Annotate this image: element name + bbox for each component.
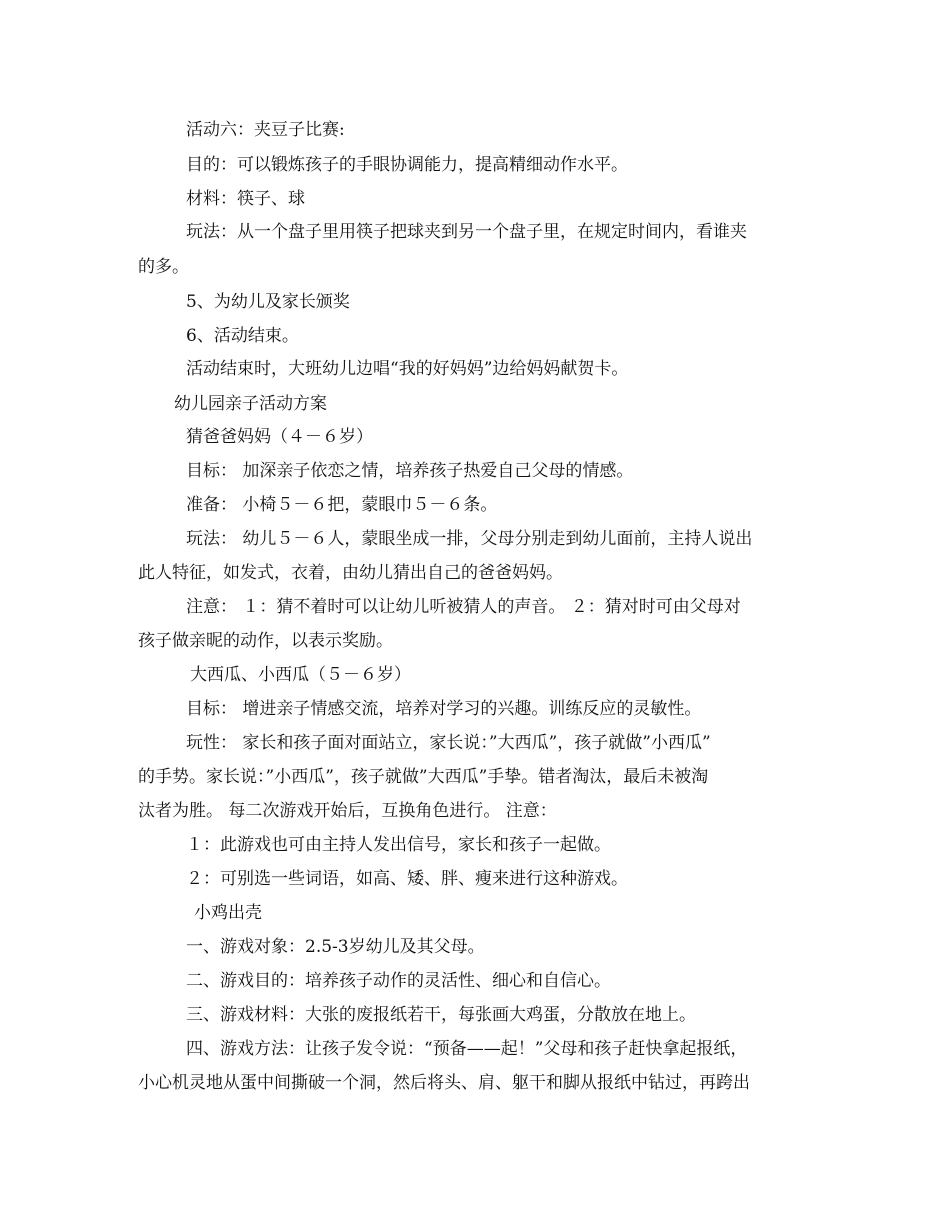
section-title: 幼儿园亲子活动方案 — [174, 394, 327, 414]
text-line: 准备： 小椅５－６把，蒙眼巾５－６条。 — [186, 495, 498, 515]
text-line: 一、游戏对象：2.5-3岁幼儿及其父母。 — [186, 937, 485, 957]
text-line: 的多。 — [138, 257, 189, 277]
text-line: 目标： 增进亲子情感交流，培养对学习的兴趣。训练反应的灵敏性。 — [186, 699, 702, 719]
text-line: 孩子做亲昵的动作，以表示奖励。 — [138, 631, 393, 651]
text-line: 活动结束时，大班幼儿边唱“我的好妈妈”边给妈妈献贺卡。 — [186, 359, 629, 379]
text-line: 目标： 加深亲子依恋之情，培养孩子热爱自己父母的情感。 — [186, 461, 634, 481]
text-line: １：此游戏也可由主持人发出信号，家长和孩子一起做。 — [186, 835, 611, 855]
text-line: 目的：可以锻炼孩子的手眼协调能力，提高精细动作水平。 — [186, 155, 628, 175]
text-line: 小心机灵地从蛋中间撕破一个洞，然后将头、肩、躯干和脚从报纸中钻过，再跨出 — [138, 1073, 750, 1093]
text-line: 二、游戏目的：培养孩子动作的灵活性、细心和自信心。 — [186, 971, 611, 991]
text-line: ２：可别选一些词语，如高、矮、胖、瘦来进行这种游戏。 — [186, 869, 628, 889]
game-title: 小鸡出壳 — [194, 903, 262, 923]
text-line: 玩法： 幼儿５－６人，蒙眼坐成一排，父母分别走到幼儿面前，主持人说出 — [186, 529, 753, 549]
text-line: 四、游戏方法：让孩子发令说：“预备——起！”父母和孩子赶快拿起报纸， — [186, 1039, 748, 1059]
game-title: 猜爸爸妈妈（４－６岁） — [186, 427, 373, 447]
text-line: 的手势。家长说：”小西瓜”，孩子就做”大西瓜”手挚。错者淘汰，最后未被淘 — [138, 767, 709, 787]
text-line: 5、为幼儿及家长颁奖 — [186, 292, 350, 312]
text-line: 玩法：从一个盘子里用筷子把球夹到另一个盘子里，在规定时间内，看谁夹 — [186, 222, 747, 242]
text-line: 材料：筷子、球 — [186, 189, 305, 209]
text-line: 6、活动结束。 — [186, 326, 299, 346]
text-line: 此人特征，如发式，衣着，由幼儿猜出自己的爸爸妈妈。 — [138, 563, 563, 583]
text-line: 三、游戏材料：大张的废报纸若干，每张画大鸡蛋，分散放在地上。 — [186, 1005, 696, 1025]
game-title: 大西瓜、小西瓜（５－６岁） — [190, 665, 411, 685]
text-line: 汰者为胜。 每二次游戏开始后，互换角色进行。 注意： — [138, 801, 557, 821]
text-line: 活动六：夹豆子比赛: — [186, 120, 345, 140]
text-line: 玩性： 家长和孩子面对面站立，家长说：”大西瓜”，孩子就做”小西瓜” — [186, 733, 711, 753]
text-line: 注意： １：猜不着时可以让幼儿听被猜人的声音。 ２：猜对时可由父母对 — [186, 597, 741, 617]
